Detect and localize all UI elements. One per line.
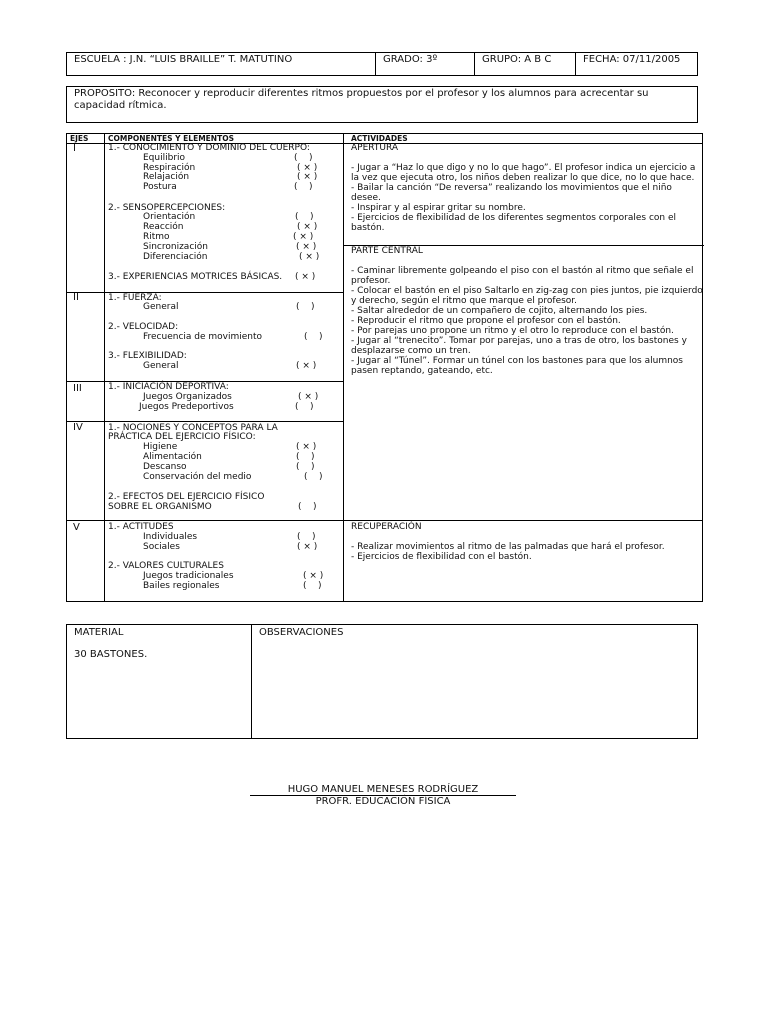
component-item: Higiene	[143, 442, 178, 452]
activity-line: - Bailar la canción “De reversa” realizando los movimientos que el niño desee.	[351, 183, 672, 203]
component-item: Reacción	[143, 222, 184, 232]
component-item: Relajación	[143, 172, 190, 182]
component-heading: 3.- FLEXIBILIDAD:	[108, 351, 187, 361]
check-mark: ( × )	[296, 361, 317, 371]
component-heading: PRÁCTICA DEL EJERCICIO FÍSICO:	[108, 432, 256, 442]
check-mark: ( × )	[295, 272, 316, 282]
header-info-row	[66, 52, 698, 76]
activity-line: - Ejercicios de flexibilidad con el bastón.	[351, 552, 532, 562]
component-item: Frecuencia de movimiento	[143, 332, 263, 342]
check-mark: ( )	[296, 462, 315, 472]
component-item: Equilibrio	[143, 153, 186, 163]
eje-label-3: III	[73, 383, 82, 394]
check-mark: ( )	[296, 452, 315, 462]
check-mark: ( )	[295, 212, 314, 222]
activity-line: - Jugar a “Haz lo que digo y no lo que hago”. El profesor indica un ejercicio a la vez que ejecuta otro, los niños deben realizar lo que dice, no lo que hace.	[351, 163, 696, 183]
activities-parte-central	[351, 246, 703, 376]
component-heading: 1.- ACTITUDES	[108, 522, 174, 532]
activity-line: - Saltar alrededor de un compañero de cojito, alternando los pies.	[351, 306, 648, 316]
check-mark: ( × )	[303, 571, 324, 581]
section-title-apertura: APERTURA	[351, 143, 398, 153]
component-item: Individuales	[143, 532, 198, 542]
activities-recuperacion	[351, 522, 703, 562]
check-mark: ( )	[298, 502, 317, 512]
component-heading: 1.- FUERZA:	[108, 293, 162, 303]
eje-label-5: V	[73, 522, 80, 533]
component-item: Juegos Organizados	[143, 392, 232, 402]
check-mark: ( )	[297, 532, 316, 542]
check-mark: ( × )	[296, 242, 317, 252]
component-heading: 3.- EXPERIENCIAS MOTRICES BÁSICAS.	[108, 272, 283, 282]
section-title-parte-central: PARTE CENTRAL	[351, 246, 423, 256]
activities-apertura	[351, 143, 703, 233]
component-item: Conservación del medio	[143, 472, 252, 482]
activity-line: - Caminar libremente golpeando el piso con el bastón al ritmo que señale el profesor.	[351, 266, 694, 286]
section-title-recuperacion: RECUPERACIÓN	[351, 522, 422, 532]
eje-label-4: IV	[73, 422, 83, 433]
component-item: General	[143, 361, 179, 371]
check-mark: ( )	[295, 402, 314, 412]
component-heading: SOBRE EL ORGANISMO	[108, 502, 212, 512]
component-item: Bailes regionales	[143, 581, 220, 591]
component-item: Ritmo	[143, 232, 170, 242]
eje-label-2: II	[73, 292, 79, 303]
component-heading: 1.- INICIACIÓN DEPORTIVA:	[108, 382, 229, 392]
check-mark: ( × )	[297, 222, 318, 232]
check-mark: ( × )	[297, 163, 318, 173]
activity-line: - Inspirar y al espirar gritar su nombre.	[351, 203, 526, 213]
component-heading: 2.- VELOCIDAD:	[108, 322, 179, 332]
check-mark: ( )	[304, 332, 323, 342]
component-item: Descanso	[143, 462, 187, 472]
col-header-ejes: EJES	[70, 134, 89, 143]
component-item: Juegos Predeportivos	[139, 402, 234, 412]
col-header-componentes: COMPONENTES Y ELEMENTOS	[108, 134, 234, 143]
component-heading: 1.- NOCIONES Y CONCEPTOS PARA LA	[108, 423, 278, 433]
activity-line: - Realizar movimientos al ritmo de las palmadas que hará el profesor.	[351, 542, 665, 552]
activity-line: - Ejercicios de flexibilidad de los diferentes segmentos corporales con el bastón.	[351, 213, 677, 233]
component-item: Sincronización	[143, 242, 208, 252]
eje-label-1: I	[73, 143, 76, 154]
material-title: MATERIAL	[74, 627, 124, 638]
plan-table	[66, 133, 703, 602]
signature-name: HUGO MANUEL MENESES RODRÍGUEZ	[287, 784, 479, 795]
check-mark: ( × )	[298, 392, 319, 402]
activity-line: - Por parejas uno propone un ritmo y el otro lo reproduce con el bastón.	[351, 326, 674, 336]
component-item: Diferenciación	[143, 252, 208, 262]
component-item: Juegos tradicionales	[143, 571, 234, 581]
component-item: General	[143, 302, 179, 312]
component-item: Postura	[143, 182, 177, 192]
check-mark: ( )	[303, 581, 322, 591]
component-heading: 2.- EFECTOS DEL EJERCICIO FÍSICO	[108, 492, 265, 502]
observations-title: OBSERVACIONES	[259, 627, 344, 638]
grade-field: GRADO: 3º	[376, 53, 475, 75]
group-field: GRUPO: A B C	[475, 53, 576, 75]
component-heading: 2.- SENSOPERCEPCIONES:	[108, 203, 226, 213]
activity-line: - Colocar el bastón en el piso Saltarlo en zig-zag con pies juntos, pie izquierdo y derecho, según el ritmo que marque el profesor.	[351, 286, 703, 306]
component-item: Orientación	[143, 212, 196, 222]
check-mark: ( × )	[293, 232, 314, 242]
activity-line: - Jugar al “Túnel”. Formar un túnel con los bastones para que los alumnos pasen reptando, gateando, etc.	[351, 356, 683, 376]
check-mark: ( )	[296, 302, 315, 312]
signature-role: PROFR. EDUCACIÓN FÍSICA	[315, 796, 451, 807]
school-field: ESCUELA : J.N. “LUIS BRAILLE” T. MATUTINO	[67, 53, 376, 75]
date-field: FECHA: 07/11/2005	[583, 54, 681, 65]
col-header-actividades: ACTIVIDADES	[351, 134, 408, 143]
check-mark: ( × )	[299, 252, 320, 262]
check-mark: ( )	[294, 153, 313, 163]
material-value: 30 BASTONES.	[74, 649, 148, 660]
check-mark: ( )	[294, 182, 313, 192]
check-mark: ( × )	[297, 542, 318, 552]
component-item: Respiración	[143, 163, 196, 173]
activity-line: - Jugar al “trenecito”. Tomar por parejas, uno a tras de otro, los bastones y desplazarse como un tren.	[351, 336, 687, 356]
activity-line: - Reproducir el ritmo que propone el profesor con el bastón.	[351, 316, 621, 326]
check-mark: ( )	[304, 472, 323, 482]
component-item: Sociales	[143, 542, 180, 552]
purpose-box: PROPOSITO: Reconocer y reproducir diferentes ritmos propuestos por el profesor y los alumnos para acrecentar su capacidad rítmica.	[66, 86, 698, 123]
component-item: Alimentación	[143, 452, 202, 462]
component-heading: 1.- CONOCIMIENTO Y DOMINIO DEL CUERPO:	[108, 143, 310, 153]
material-box	[66, 624, 698, 739]
check-mark: ( × )	[296, 442, 317, 452]
check-mark: ( × )	[297, 172, 318, 182]
component-heading: 2.- VALORES CULTURALES	[108, 561, 224, 571]
